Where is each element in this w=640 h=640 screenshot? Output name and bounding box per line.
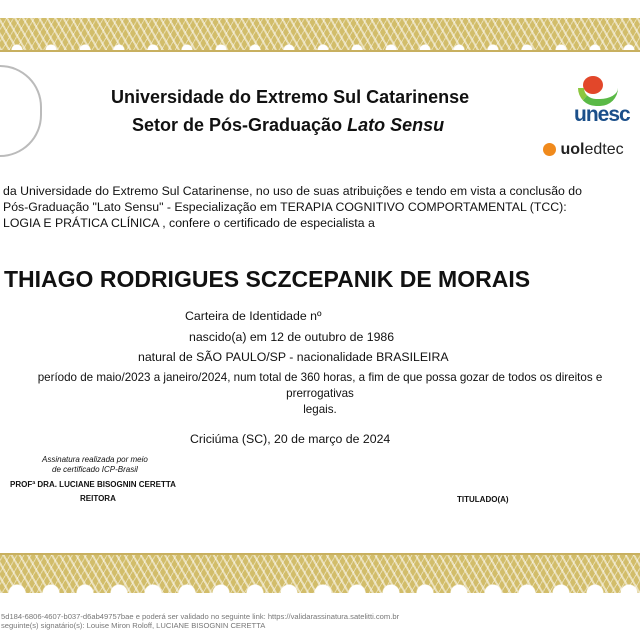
uol-dot <box>543 143 556 156</box>
digital-signature-note-2: de certificado ICP-Brasil <box>52 465 138 474</box>
national-seal <box>0 65 42 157</box>
uol-wordmark: uol <box>560 141 585 158</box>
validation-footer-1: 5d184-6806-4607-b037-d6ab49757bae e poderá ser validado no seguinte link: https://validarassinatura.satelitti.com.br <box>1 612 400 621</box>
graduate-role: TITULADO(A) <box>457 495 509 504</box>
university-title: Universidade do Extremo Sul Catarinense <box>111 87 470 107</box>
body-line-3: LOGIA E PRÁTICA CLÍNICA , confere o certificado de especialista a <box>3 216 375 230</box>
body-line-2: Pós-Graduação "Lato Sensu" - Especialização em TERAPIA COGNITIVO COMPORTAMENTAL (TCC): <box>3 200 567 214</box>
graduate-name: THIAGO RODRIGUES SCZCEPANIK DE MORAIS <box>4 266 531 292</box>
rector-name: PROFª DRA. LUCIANE BISOGNIN CERETTA <box>10 480 176 489</box>
period-block <box>3 370 637 418</box>
uol-edtech-logo <box>543 141 624 159</box>
department-prefix: Setor de Pós-Graduação <box>132 115 343 135</box>
unesc-wordmark: unesc <box>574 103 630 126</box>
body-line-1: da Universidade do Extremo Sul Catarinense, no uso de suas atribuições e tendo em vista a conclusão do <box>3 184 582 198</box>
birth-line: nascido(a) em 12 de outubro de 1986 <box>189 330 395 344</box>
validation-footer-2: seguinte(s) signatário(s): Louise Miron Roloff, LUCIANE BISOGNIN CERETTA <box>1 621 266 630</box>
unesc-logo <box>568 70 638 130</box>
origin-line: natural de SÃO PAULO/SP - nacionalidade BRASILEIRA <box>138 350 449 364</box>
edtech-wordmark: edtec <box>584 141 624 158</box>
digital-signature-note-1: Assinatura realizada por meio <box>42 455 148 464</box>
top-ornamental-border <box>0 18 640 52</box>
department-title <box>132 115 444 136</box>
rector-role: REITORA <box>80 494 116 503</box>
department-italic: Lato Sensu <box>347 115 445 135</box>
period-line: período de maio/2023 a janeiro/2024, num total de 360 horas, a fim de que possa gozar de todos os direitos e prerrogativas <box>37 371 603 400</box>
identity-line: Carteira de Identidade nº <box>185 309 322 323</box>
period-line-end: legais. <box>303 403 337 416</box>
place-date: Criciúma (SC), 20 de março de 2024 <box>190 432 391 446</box>
certification-paragraph <box>3 183 637 231</box>
bottom-ornamental-border <box>0 553 640 593</box>
